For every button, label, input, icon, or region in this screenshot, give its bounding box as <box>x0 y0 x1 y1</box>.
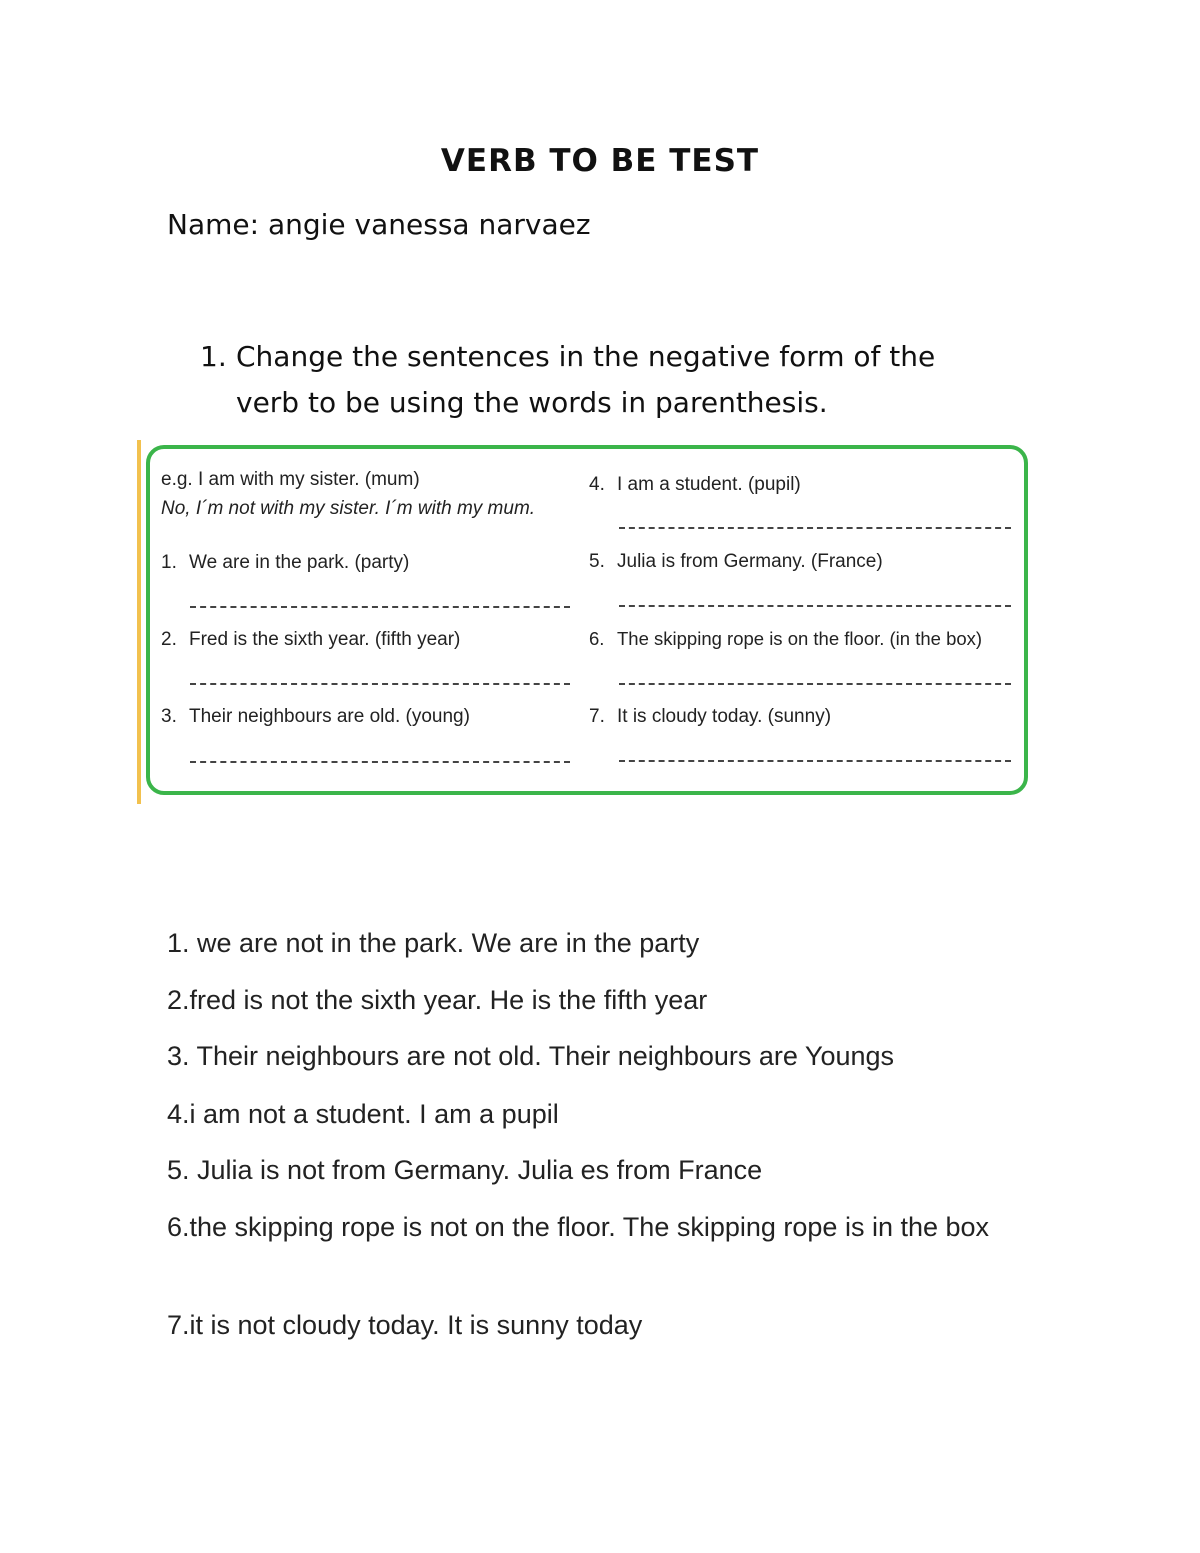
exercise-item <box>589 706 831 728</box>
answer-line: 3. Their neighbours are not old. Their neighbours are Youngs <box>167 1041 895 1071</box>
margin-bar <box>137 440 141 804</box>
answer-blank <box>619 760 1011 762</box>
example-answer: No, I´m not with my sister. I´m with my mum. <box>161 498 536 519</box>
item-text: I am a student. (pupil) <box>617 474 801 495</box>
answer-line: 5. Julia is not from Germany. Julia es from France <box>167 1155 763 1185</box>
page-title: VERB TO BE TEST <box>440 143 760 179</box>
answer-blank <box>619 527 1011 529</box>
answer-line: 1. we are not in the park. We are in the party <box>167 928 700 958</box>
instruction-number: 1. <box>200 340 227 373</box>
exercise-item <box>589 551 883 573</box>
exercise-item <box>589 628 982 650</box>
answer-line: 6.the skipping rope is not on the floor. The skipping rope is in the box <box>167 1212 990 1242</box>
answer-blank <box>190 606 570 608</box>
item-text: Fred is the sixth year. (fifth year) <box>189 629 461 650</box>
exercise-item <box>161 552 409 574</box>
student-name: Name: angie vanessa narvaez <box>167 208 591 241</box>
item-text: Julia is from Germany. (France) <box>617 551 883 572</box>
answer-blank <box>190 761 570 763</box>
answer-line: 7.it is not cloudy today. It is sunny today <box>167 1310 643 1340</box>
item-text: Their neighbours are old. (young) <box>189 706 470 727</box>
answer-blank <box>619 605 1011 607</box>
item-number: 1. <box>161 552 177 573</box>
item-text: The skipping rope is on the floor. (in the box) <box>617 628 983 649</box>
answer-line: 2.fred is not the sixth year. He is the fifth year <box>167 985 708 1015</box>
item-number: 4. <box>589 474 605 495</box>
exercise-item <box>589 474 801 496</box>
item-text: It is cloudy today. (sunny) <box>617 706 832 727</box>
item-number: 6. <box>589 628 605 649</box>
item-number: 7. <box>589 706 605 727</box>
item-text: We are in the park. (party) <box>189 552 410 573</box>
item-number: 5. <box>589 551 605 572</box>
answer-blank <box>619 683 1011 685</box>
exercise-item <box>161 706 470 728</box>
answer-blank <box>190 683 570 685</box>
exercise-item <box>161 629 460 651</box>
instruction <box>200 334 996 426</box>
example-prompt: e.g. I am with my sister. (mum) <box>161 469 420 490</box>
item-number: 2. <box>161 629 177 650</box>
answer-line: 4.i am not a student. I am a pupil <box>167 1099 559 1129</box>
instruction-text: Change the sentences in the negative form of the verb to be using the words in parenthesis. <box>236 340 936 419</box>
item-number: 3. <box>161 706 177 727</box>
